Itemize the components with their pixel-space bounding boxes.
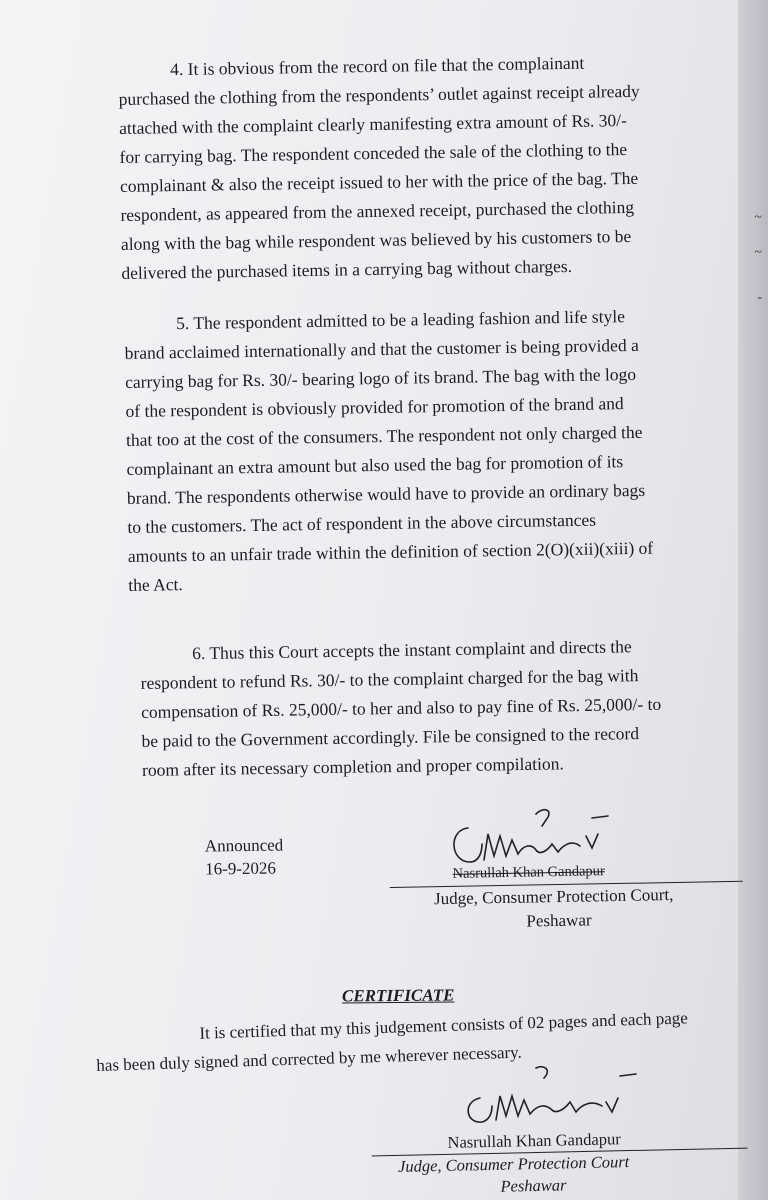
signer-city: Peshawar <box>500 1175 567 1196</box>
paragraph-6 <box>140 631 722 785</box>
text-line: has been duly signed and corrected by me wherever necessary. <box>96 1042 523 1075</box>
text-line: delivered the purchased items in a carrying bag without charges. <box>121 255 573 283</box>
paragraph-4 <box>118 47 682 288</box>
text-line: 4. It is obvious from the record on file that the complainant <box>170 52 585 80</box>
judge-name: Nasrullah Khan Gandapur <box>389 857 742 888</box>
text-line: complainant an extra amount but also used the bag for promotion of its <box>126 451 624 479</box>
text-line: compensation of Rs. 25,000/- to her and also to pay fine of Rs. 25,000/- to <box>140 693 662 722</box>
signer-name: Nasrullah Khan Gandapur <box>371 1126 747 1157</box>
certificate-signature-block <box>371 1127 702 1200</box>
judge-title: Judge, Consumer Protection Court, <box>433 885 674 909</box>
announced-label: Announced <box>204 835 284 856</box>
announced-date: 16-9-2026 <box>205 858 277 879</box>
text-line: of the respondent is obviously provided for promotion of the brand and <box>125 393 624 421</box>
text-line: amounts to an unfair trade within the definition of section 2(O)(xii)(xiii) of <box>127 537 654 566</box>
edge-glyph: ~ <box>754 210 762 225</box>
text-line: to the customers. The act of respondent in the above circumstances <box>127 509 597 537</box>
text-line: attached with the complaint clearly manifesting extra amount of Rs. 30/- <box>118 110 628 138</box>
certificate-heading: CERTIFICATE <box>341 985 455 1006</box>
text-line: be paid to the Government accordingly. File be consigned to the record <box>141 723 640 751</box>
text-line: respondent, as appeared from the annexed receipt, purchased the clothing <box>120 196 635 225</box>
adjacent-page-edge <box>738 0 768 1200</box>
text-line: carrying bag for Rs. 30/- bearing logo of its brand. The bag with the logo <box>124 363 637 392</box>
text-line: for carrying bag. The respondent conceded the sale of the clothing to the <box>119 139 628 167</box>
paragraph-5 <box>124 301 703 600</box>
text-line: room after its necessary completion and proper compilation. <box>141 753 564 780</box>
certificate-signature <box>452 1062 672 1132</box>
edge-glyph: ~ <box>754 245 762 260</box>
text-line: that too at the cost of the consumers. The respondent not only charged the <box>125 421 643 450</box>
text-line: purchased the clothing from the respondents’ outlet against receipt already <box>118 80 640 109</box>
text-line: It is certified that my this judgement consists of 02 pages and each page <box>199 1008 689 1043</box>
text-line: the Act. <box>128 574 183 595</box>
text-line: 6. Thus this Court accepts the instant complaint and directs the <box>192 636 632 664</box>
text-line: brand acclaimed internationally and that the customer is being provided a <box>124 334 639 363</box>
text-line: complainant & also the receipt issued to her with the price of the bag. The <box>119 167 639 196</box>
announcement-block <box>205 833 284 880</box>
text-line: respondent to refund Rs. 30/- to the complaint charged for the bag with <box>140 665 639 693</box>
judge-signature-block <box>389 857 730 936</box>
edge-glyph: - <box>757 290 762 305</box>
text-line: 5. The respondent admitted to be a leading fashion and life style <box>176 306 626 334</box>
signer-title: Judge, Consumer Protection Court <box>397 1152 630 1176</box>
judge-city: Peshawar <box>526 910 592 931</box>
text-line: along with the bag while respondent was believed by his customers to be <box>120 225 632 254</box>
text-line: brand. The respondents otherwise would have to provide an ordinary bags <box>126 479 646 508</box>
